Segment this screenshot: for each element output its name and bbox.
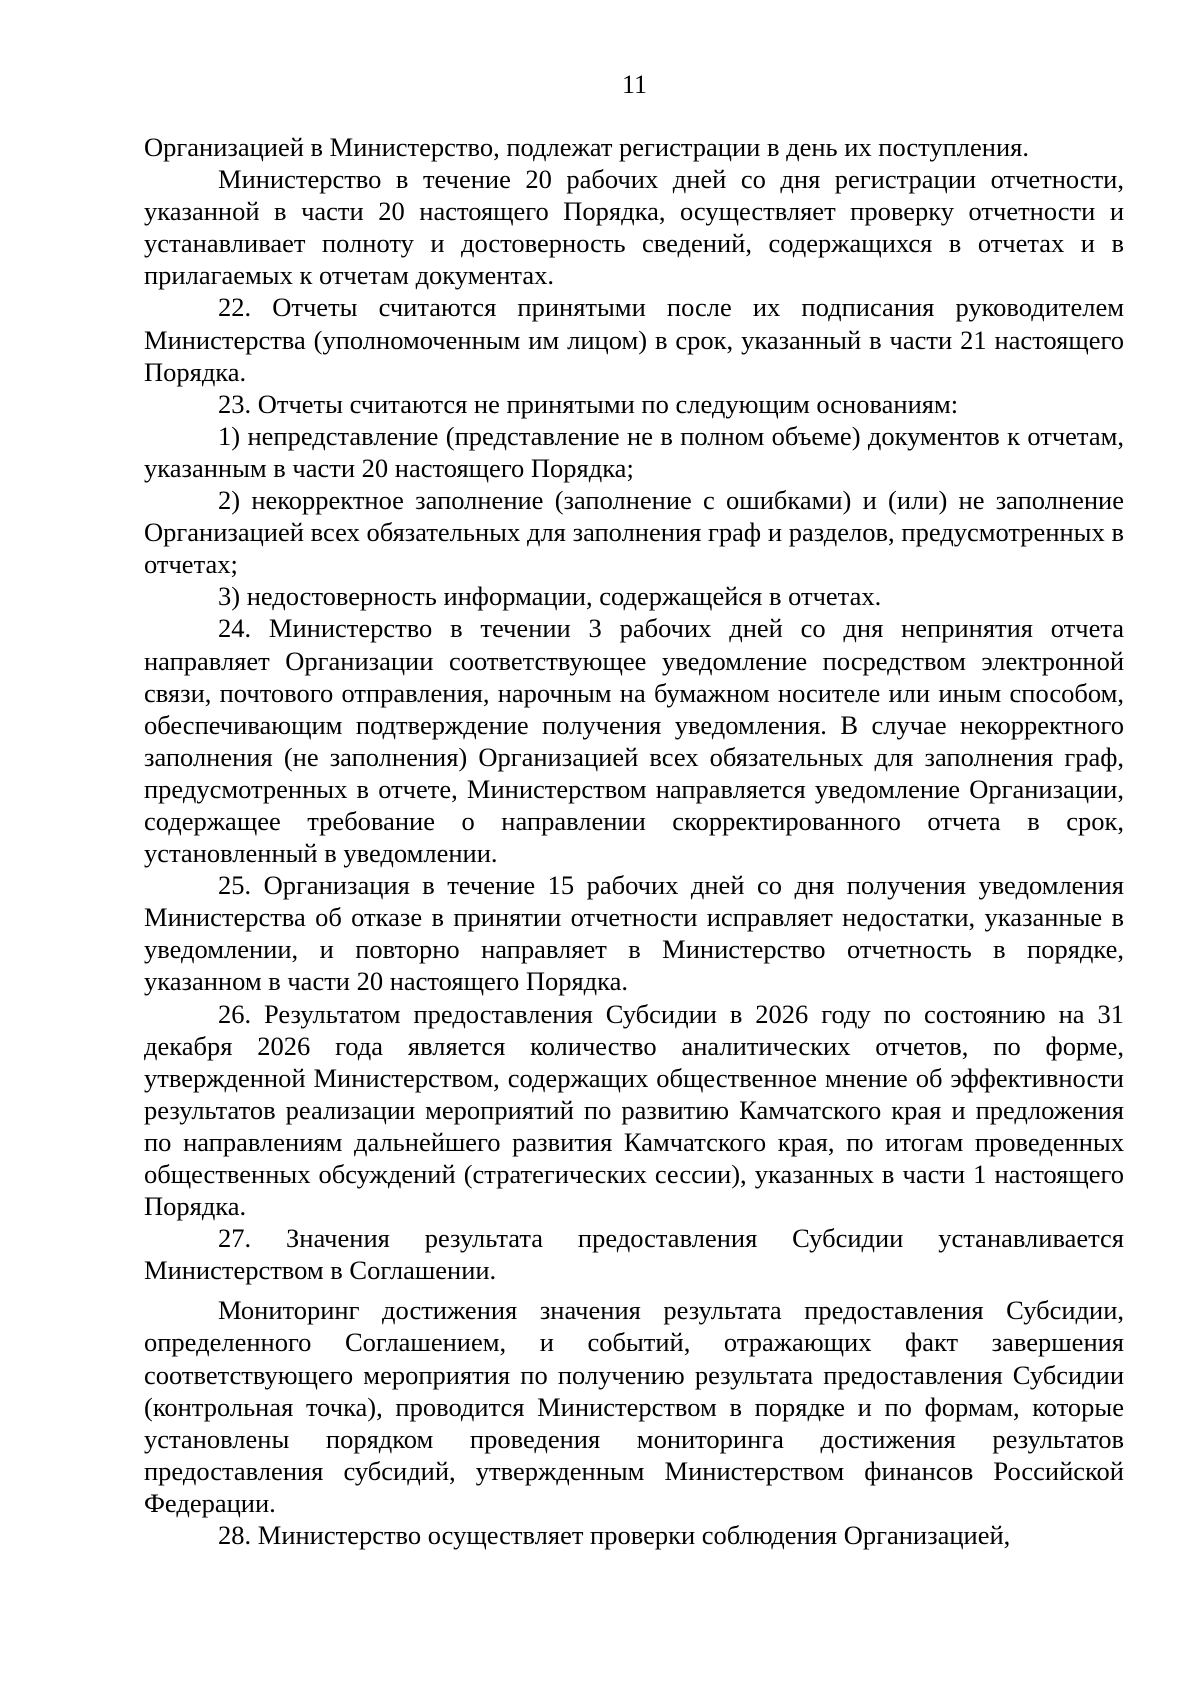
- paragraph-27: 27. Значения результата предоставления Субсидии устанавливается Министерством в Соглашении.: [144, 1223, 1124, 1286]
- paragraph-28: 28. Министерство осуществляет проверки соблюдения Организацией,: [218, 1520, 1011, 1551]
- paragraph-22: 22. Отчеты считаются принятыми после их подписания руководителем Министерства (уполномоченным им лицом) в срок, указанный в части 21 настоящего Порядка.: [144, 292, 1124, 387]
- document-body: [144, 131, 1124, 1551]
- paragraph-23: 23. Отчеты считаются не принятыми по следующим основаниям:: [218, 388, 959, 419]
- page-number: 11: [621, 70, 648, 99]
- paragraph-26: 26. Результатом предоставления Субсидии в 2026 году по состоянию на 31 декабря 2026 года является количество аналитических отчетов, по форме, утвержденной Министерством, содержащих общественное мнение об эффективности результатов реализации мероприятий по развитию Камчатского края и предложения по направлениям дальнейшего развития Камчатского края, по итогам проведенных общественных обсуждений (стратегических сессии), указанных в части 1 настоящего Порядка.: [144, 998, 1124, 1222]
- paragraph-continuation: Организацией в Министерство, подлежат регистрации в день их поступления.: [144, 132, 1029, 162]
- paragraph-monitoring: Мониторинг достижения значения результата предоставления Субсидии, определенного Соглашением, и событий, отражающих факт завершения соответствующего мероприятия по получению результата предоставления Субсидии (контрольная точка), проводится Министерством в порядке и по формам, которые установлены порядком проведения мониторинга достижения результатов предоставления субсидий, утвержденным Министерством финансов Российской Федерации.: [144, 1295, 1124, 1518]
- paragraph-23-item-1: 1) непредставление (представление не в полном объеме) документов к отчетам, указанным в части 20 настоящего Порядка;: [144, 420, 1124, 483]
- paragraph-24: 24. Министерство в течении 3 рабочих дней со дня непринятия отчета направляет Организации соответствующее уведомление посредством электронной связи, почтового отправления, нарочным на бумажном носителе или иным способом, обеспечивающим подтверждение получения уведомления. В случае некорректного заполнения (не заполнения) Организацией всех обязательных для заполнения граф, предусмотренных в отчете, Министерством направляется уведомление Организации, содержащее требование о направлении скорректированного отчета в срок, установленный в уведомлении.: [144, 613, 1124, 869]
- paragraph-23-item-2: 2) некорректное заполнение (заполнение с ошибками) и (или) не заполнение Организацией всех обязательных для заполнения граф и разделов, предусмотренных в отчетах;: [144, 485, 1124, 580]
- paragraph-23-item-3: 3) недостоверность информации, содержащейся в отчетах.: [218, 581, 882, 612]
- paragraph-report-verification: Министерство в течение 20 рабочих дней со дня регистрации отчетности, указанной в части 20 настоящего Порядка, осуществляет проверку отчетности и устанавливает полноту и достоверность сведений, содержащихся в отчетах и в прилагаемых к отчетам документах.: [144, 164, 1124, 291]
- paragraph-25: 25. Организация в течение 15 рабочих дней со дня получения уведомления Министерства об отказе в принятии отчетности исправляет недостатки, указанные в уведомлении, и повторно направляет в Министерство отчетность в порядке, указанном в части 20 настоящего Порядка.: [144, 870, 1124, 997]
